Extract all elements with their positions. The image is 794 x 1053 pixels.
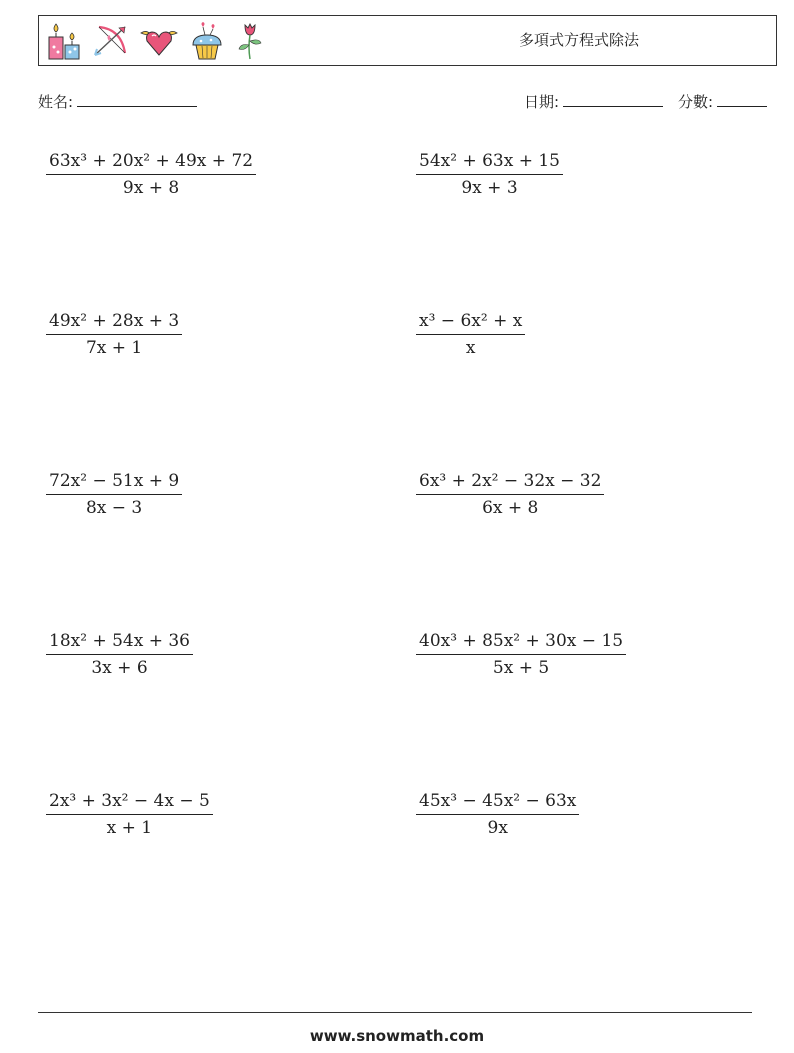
problem-4 — [416, 310, 525, 359]
numerator: 6x³ + 2x² − 32x − 32 — [419, 471, 602, 491]
denominator: 5x + 5 — [492, 658, 550, 678]
fraction-bar — [416, 654, 626, 655]
fraction-bar — [46, 494, 182, 495]
fraction-bar — [416, 814, 579, 815]
problem-1 — [46, 150, 256, 199]
date-blank — [563, 92, 663, 107]
fraction-bar — [416, 494, 604, 495]
problem-7 — [46, 630, 193, 679]
numerator: 18x² + 54x + 36 — [49, 631, 190, 651]
denominator: 6x + 8 — [482, 498, 539, 518]
date-label: 日期: — [524, 93, 560, 111]
score-field — [678, 92, 767, 112]
problem-2 — [416, 150, 563, 199]
numerator: x³ − 6x² + x — [419, 311, 523, 331]
numerator: 63x³ + 20x² + 49x + 72 — [49, 151, 254, 171]
problem-6 — [416, 470, 604, 519]
score-label: 分數: — [678, 93, 714, 111]
denominator: 9x + 8 — [122, 178, 180, 198]
bow-and-arrow-icon — [91, 21, 131, 61]
problem-8 — [416, 630, 626, 679]
problem-5 — [46, 470, 182, 519]
name-label: 姓名: — [38, 93, 74, 111]
winged-heart-icon — [137, 21, 181, 61]
cupcake-icon — [187, 21, 227, 61]
numerator: 72x² − 51x + 9 — [49, 471, 180, 491]
denominator: 8x − 3 — [85, 498, 143, 518]
footer-site: www.snowmath.com — [309, 1027, 485, 1045]
name-blank — [77, 92, 197, 107]
denominator: x — [465, 338, 476, 358]
fraction-bar — [46, 174, 256, 175]
name-field — [38, 92, 197, 112]
fraction-bar — [46, 654, 193, 655]
header-icons — [45, 19, 267, 63]
score-blank — [717, 92, 767, 107]
candles-icon — [45, 21, 85, 61]
denominator: 9x — [487, 818, 508, 838]
fraction-bar — [46, 334, 182, 335]
numerator: 40x³ + 85x² + 30x − 15 — [419, 631, 624, 651]
numerator: 2x³ + 3x² − 4x − 5 — [49, 791, 210, 811]
header-box — [38, 15, 777, 66]
denominator: x + 1 — [106, 818, 153, 838]
fraction-bar — [46, 814, 213, 815]
denominator: 9x + 3 — [461, 178, 518, 198]
numerator: 49x² + 28x + 3 — [49, 311, 180, 331]
denominator: 3x + 6 — [91, 658, 148, 678]
problem-3 — [46, 310, 182, 359]
page-title: 多項式方程式除法 — [519, 31, 640, 49]
numerator: 45x³ − 45x² − 63x — [419, 791, 577, 811]
problem-10 — [416, 790, 579, 839]
fraction-bar — [416, 174, 563, 175]
problem-9 — [46, 790, 213, 839]
denominator: 7x + 1 — [85, 338, 143, 358]
numerator: 54x² + 63x + 15 — [419, 151, 560, 171]
rose-icon — [233, 21, 267, 61]
footer-divider — [38, 1012, 752, 1013]
date-field — [524, 92, 663, 112]
fraction-bar — [416, 334, 525, 335]
